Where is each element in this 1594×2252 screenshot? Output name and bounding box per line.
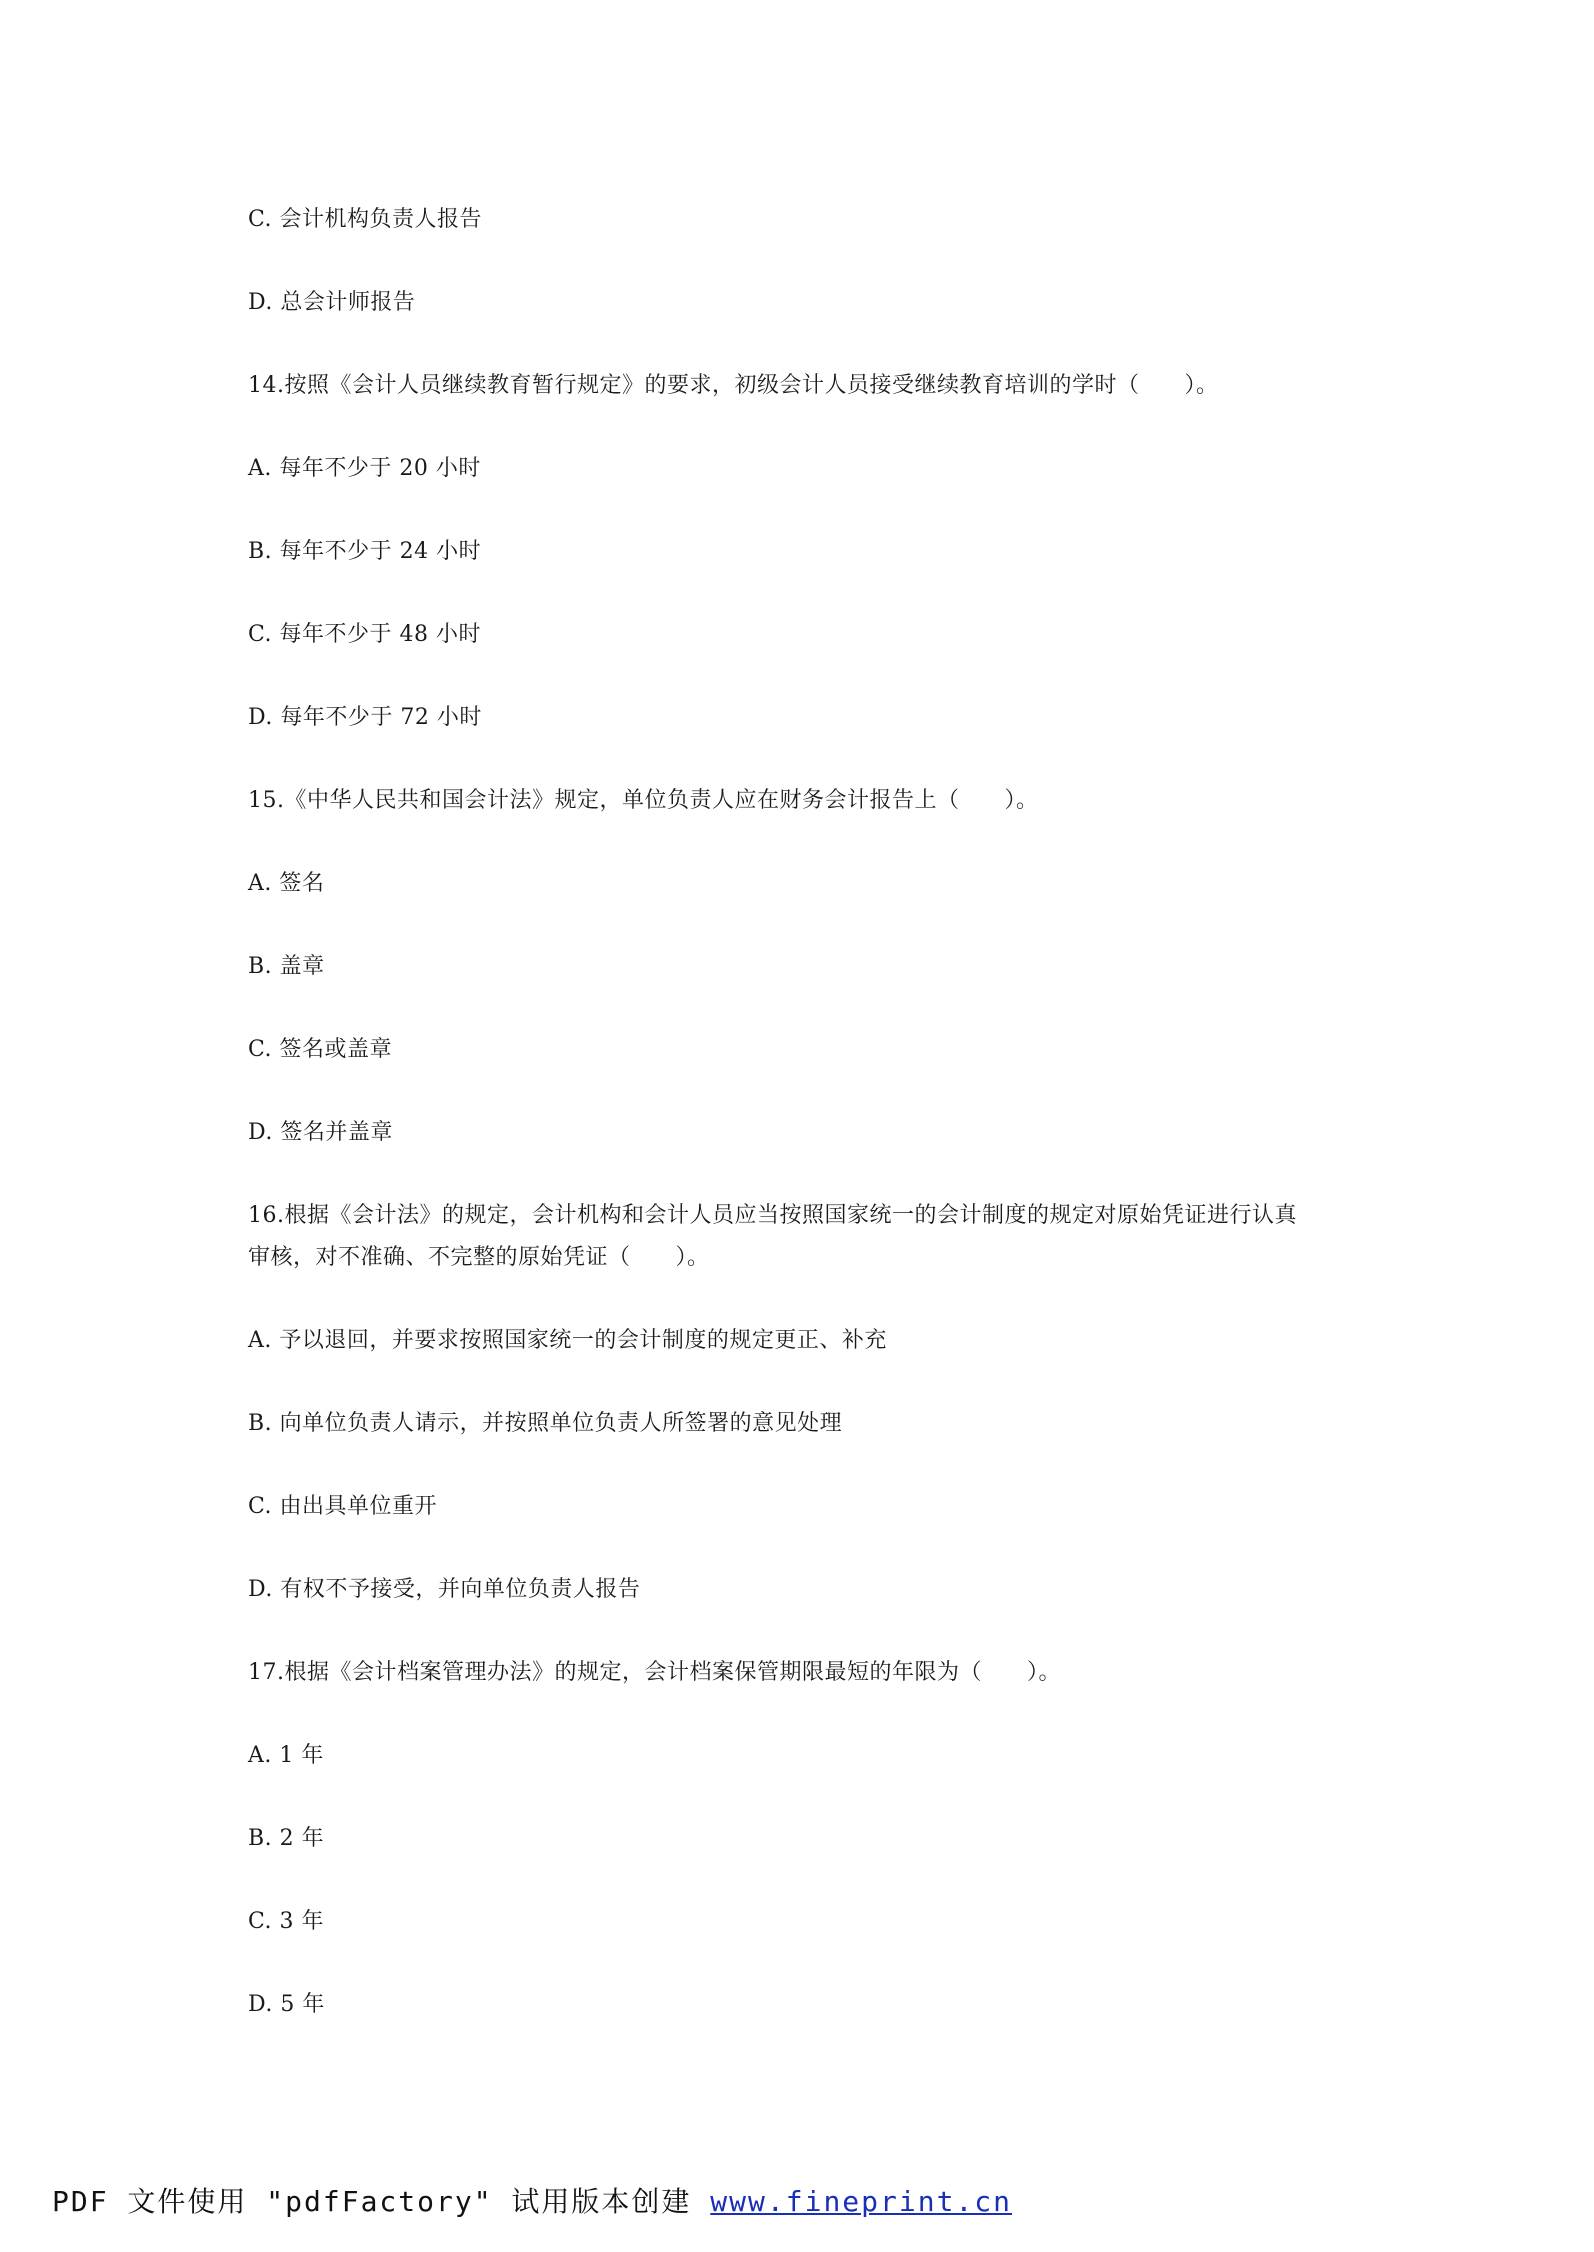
option-15d: D. 签名并盖章 [248, 1120, 393, 1145]
option-15b: B. 盖章 [248, 954, 325, 979]
option-16c: C. 由出具单位重开 [248, 1494, 438, 1519]
fineprint-link[interactable]: www.fineprint.cn [710, 2185, 1013, 2218]
option-17b: B. 2 年 [248, 1826, 325, 1851]
option-16d: D. 有权不予接受，并向单位负责人报告 [248, 1577, 641, 1602]
question-16-line1: 16.根据《会计法》的规定，会计机构和会计人员应当按照国家统一的会计制度的规定对原始凭证进行认真 [248, 1203, 1297, 1228]
option-17a: A. 1 年 [248, 1743, 324, 1768]
option-16a: A. 予以退回，并要求按照国家统一的会计制度的规定更正、补充 [248, 1328, 887, 1353]
question-15: 15.《中华人民共和国会计法》规定，单位负责人应在财务会计报告上（ ）。 [248, 788, 1039, 813]
option-13d: D. 总会计师报告 [248, 290, 416, 315]
option-15a: A. 签名 [248, 871, 325, 896]
option-14b: B. 每年不少于 24 小时 [248, 539, 482, 564]
option-14c: C. 每年不少于 48 小时 [248, 622, 482, 647]
option-13c: C. 会计机构负责人报告 [248, 207, 483, 232]
option-14d: D. 每年不少于 72 小时 [248, 705, 482, 730]
pdf-watermark-footer [52, 2180, 1012, 2224]
question-14: 14.按照《会计人员继续教育暂行规定》的要求，初级会计人员接受继续教育培训的学时（ ）。 [248, 373, 1219, 398]
option-15c: C. 签名或盖章 [248, 1037, 393, 1062]
question-17: 17.根据《会计档案管理办法》的规定，会计档案保管期限最短的年限为（ ）。 [248, 1660, 1061, 1685]
option-17c: C. 3 年 [248, 1909, 325, 1934]
footer-text: PDF 文件使用 "pdfFactory" 试用版本创建 [52, 2185, 711, 2218]
option-14a: A. 每年不少于 20 小时 [248, 456, 481, 481]
option-16b: B. 向单位负责人请示，并按照单位负责人所签署的意见处理 [248, 1411, 843, 1436]
option-17d: D. 5 年 [248, 1992, 325, 2017]
question-16-line2: 审核，对不准确、不完整的原始凭证（ ）。 [248, 1245, 710, 1270]
